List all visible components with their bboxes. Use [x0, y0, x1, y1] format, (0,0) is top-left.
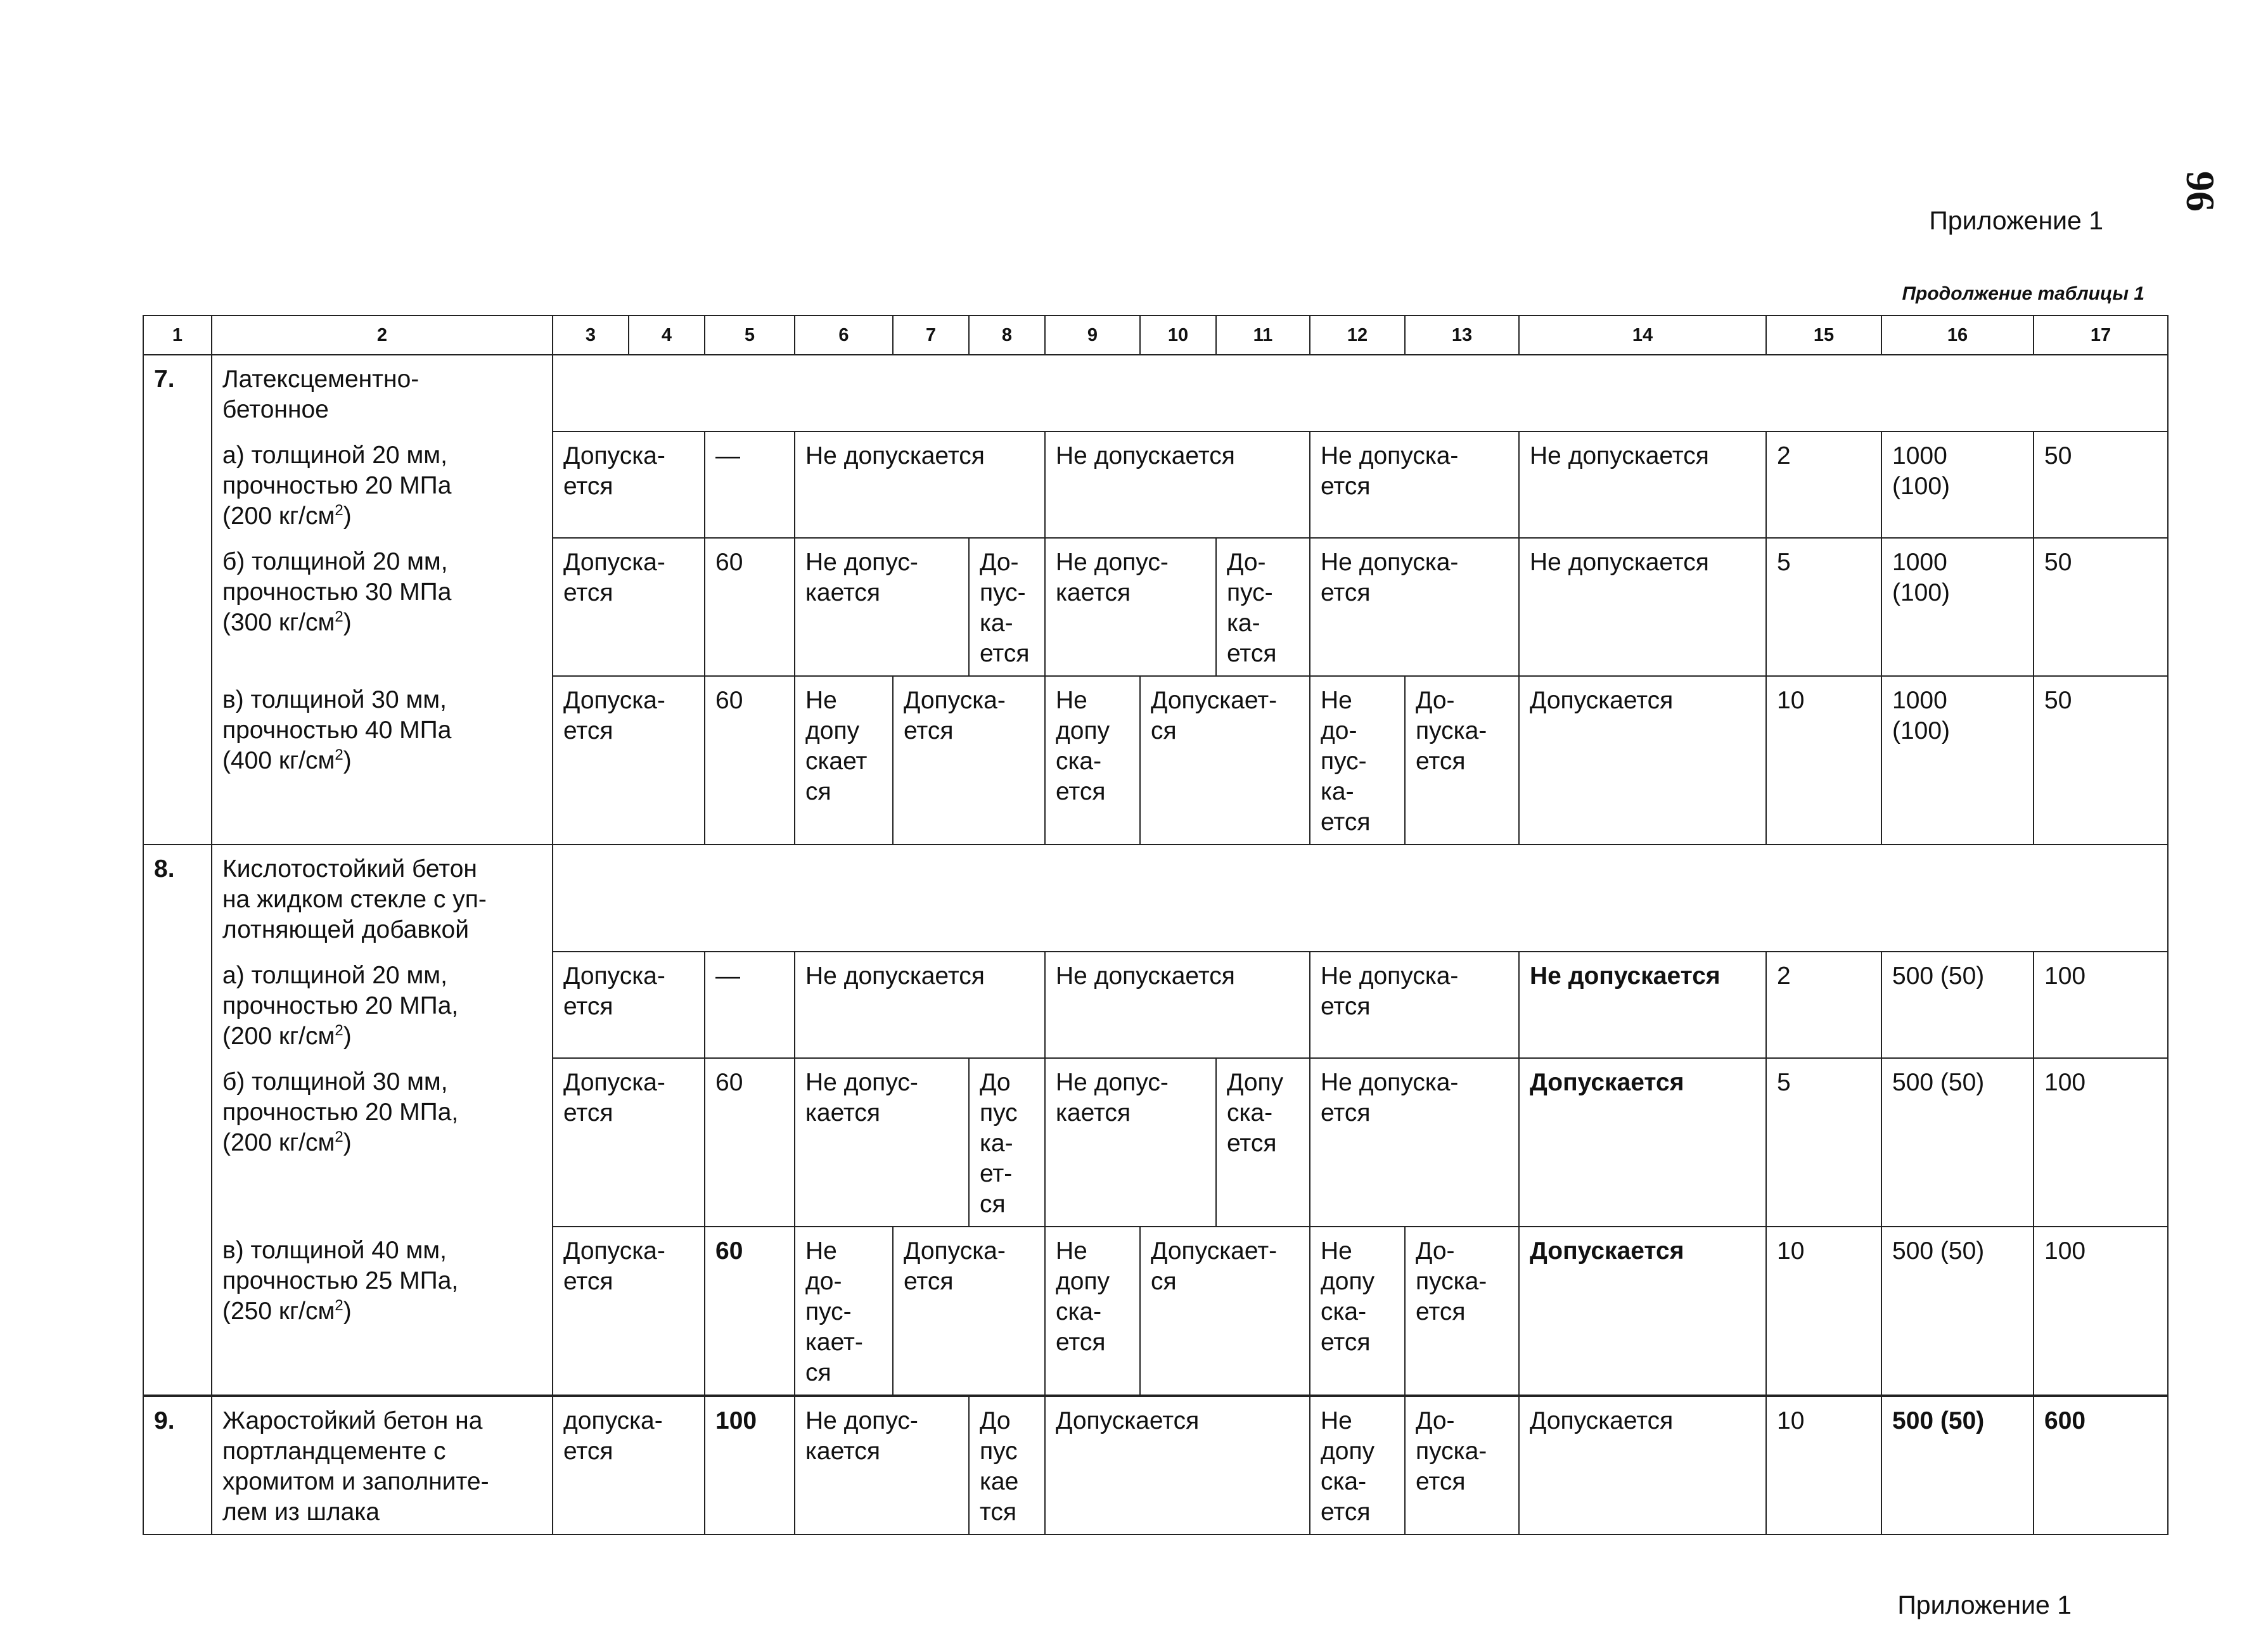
table-row — [143, 1396, 2168, 1535]
compatibility-table — [143, 315, 2169, 1535]
table-row — [143, 676, 2168, 845]
cell-c3-4: допуска- ется — [553, 1396, 705, 1535]
cell-c12: Не допу ска- ется — [1310, 1396, 1405, 1535]
cell-c15: 10 — [1766, 1396, 1881, 1535]
cell-c3-4: Допуска- ется — [553, 1058, 705, 1227]
cell-c17: 50 — [2034, 538, 2168, 676]
table-row — [143, 1058, 2168, 1227]
cell-c3-4: Допуска- ется — [553, 952, 705, 1058]
col-number: 9 — [1045, 316, 1140, 355]
section-header-row — [143, 845, 2168, 952]
cell-c3-4: Допуска- ется — [553, 431, 705, 538]
cell-c12-13: Не допуска- ется — [1310, 538, 1519, 676]
material-variant: а) толщиной 20 мм, прочностью 20 МПа, (200 $кг/см^2$) — [212, 952, 553, 1058]
cell-c7-8: Допуска- ется — [893, 1227, 1045, 1396]
material-variant: в) толщиной 30 мм, прочностью 40 МПа (400 $кг/см^2$) — [212, 676, 553, 845]
section-header-row — [143, 355, 2168, 431]
col-number: 15 — [1766, 316, 1881, 355]
material-variant: в) толщиной 40 мм, прочностью 25 МПа, (250 $кг/см^2$) — [212, 1227, 553, 1396]
col-number: 12 — [1310, 316, 1405, 355]
cell-c8: До- пус- ка- ется — [969, 538, 1045, 676]
cell-c10-11: Допускает- ся — [1140, 1227, 1310, 1396]
cell-c17: 600 — [2034, 1396, 2168, 1535]
col-number: 8 — [969, 316, 1045, 355]
cell-c9-10: Не допус- кается — [1045, 1058, 1216, 1227]
cell-c14: Не допускается — [1519, 538, 1766, 676]
section-title: Кислотостойкий бетон на жидком стекле с уп- лотняющей добавкой — [212, 845, 553, 952]
cell-c5: 60 — [705, 676, 795, 845]
cell-c11: До- пус- ка- ется — [1216, 538, 1310, 676]
cell-c17: 50 — [2034, 676, 2168, 845]
col-number: 10 — [1140, 316, 1216, 355]
cell-c5: 60 — [705, 1227, 795, 1396]
cell-c8: До пус ка- ет- ся — [969, 1058, 1045, 1227]
section-header-blank — [553, 355, 2168, 431]
cell-c17: 100 — [2034, 952, 2168, 1058]
cell-c16: 1000 (100) — [1881, 676, 2034, 845]
appendix-label: Приложение 1 — [1929, 206, 2103, 235]
cell-c16: 500 (50) — [1881, 1058, 2034, 1227]
cell-c6-8: Не допускается — [795, 952, 1045, 1058]
cell-c6-7: Не допус- кается — [795, 1058, 969, 1227]
cell-c14: Не допускается — [1519, 431, 1766, 538]
cell-c5: — — [705, 431, 795, 538]
col-number: 16 — [1881, 316, 2034, 355]
material-variant: б) толщиной 20 мм, прочностью 30 МПа (300 $кг/см^2$) — [212, 538, 553, 676]
cell-c12: Не до- пус- ка- ется — [1310, 676, 1405, 845]
cell-c15: 2 — [1766, 431, 1881, 538]
col-number: 2 — [212, 316, 553, 355]
page-number: 96 — [2178, 171, 2223, 212]
cell-c6-7: Не допус- кается — [795, 538, 969, 676]
cell-c15: 5 — [1766, 538, 1881, 676]
col-number: 5 — [705, 316, 795, 355]
cell-c15: 10 — [1766, 676, 1881, 845]
cell-c6-7: Не допус- кается — [795, 1396, 969, 1535]
cell-c17: 50 — [2034, 431, 2168, 538]
col-number: 3 — [553, 316, 629, 355]
col-number: 6 — [795, 316, 893, 355]
cell-c5: 60 — [705, 1058, 795, 1227]
cell-c14: Допускается — [1519, 1396, 1766, 1535]
cell-c10-11: Допускает- ся — [1140, 676, 1310, 845]
cell-c12: Не допу ска- ется — [1310, 1227, 1405, 1396]
cell-c17: 100 — [2034, 1058, 2168, 1227]
cell-c9: Не допу ска- ется — [1045, 676, 1140, 845]
cell-c9: Не допу ска- ется — [1045, 1227, 1140, 1396]
col-number: 11 — [1216, 316, 1310, 355]
footer-label: Приложение 1 — [1897, 1590, 2072, 1619]
section-title: Жаростойкий бетон на портландцементе с хромитом и заполните- лем из шлака — [212, 1396, 553, 1535]
section-number: 7. — [143, 355, 212, 845]
table-row — [143, 952, 2168, 1058]
cell-c16: 500 (50) — [1881, 952, 2034, 1058]
cell-c6-8: Не допускается — [795, 431, 1045, 538]
cell-c8: До пус кае тся — [969, 1396, 1045, 1535]
col-number: 13 — [1405, 316, 1519, 355]
section-number: 9. — [143, 1396, 212, 1535]
cell-c15: 10 — [1766, 1227, 1881, 1396]
cell-c16: 500 (50) — [1881, 1227, 2034, 1396]
cell-c14: Не допускается — [1519, 952, 1766, 1058]
cell-c12-13: Не допуска- ется — [1310, 952, 1519, 1058]
section-number: 8. — [143, 845, 212, 1396]
section-header-blank — [553, 845, 2168, 952]
col-number: 4 — [629, 316, 705, 355]
col-number: 14 — [1519, 316, 1766, 355]
cell-c12-13: Не допуска- ется — [1310, 1058, 1519, 1227]
cell-c15: 5 — [1766, 1058, 1881, 1227]
cell-c13: До- пуска- ется — [1405, 1396, 1519, 1535]
cell-c12-13: Не допуска- ется — [1310, 431, 1519, 538]
cell-c15: 2 — [1766, 952, 1881, 1058]
cell-c7-8: Допуска- ется — [893, 676, 1045, 845]
col-number: 7 — [893, 316, 969, 355]
cell-c9-11: Не допускается — [1045, 952, 1310, 1058]
cell-c3-4: Допуска- ется — [553, 538, 705, 676]
cell-c16: 1000 (100) — [1881, 431, 2034, 538]
cell-c3-4: Допуска- ется — [553, 1227, 705, 1396]
cell-c9-11: Допускается — [1045, 1396, 1310, 1535]
cell-c16: 500 (50) — [1881, 1396, 2034, 1535]
cell-c9-10: Не допус- кается — [1045, 538, 1216, 676]
cell-c6: Не допу скает ся — [795, 676, 893, 845]
cell-c6: Не до- пус- кает- ся — [795, 1227, 893, 1396]
cell-c5: 100 — [705, 1396, 795, 1535]
table-row — [143, 538, 2168, 676]
cell-c14: Допускается — [1519, 676, 1766, 845]
cell-c3-4: Допуска- ется — [553, 676, 705, 845]
cell-c14: Допускается — [1519, 1058, 1766, 1227]
cell-c9-11: Не допускается — [1045, 431, 1310, 538]
cell-c16: 1000 (100) — [1881, 538, 2034, 676]
col-number: 17 — [2034, 316, 2168, 355]
cell-c5: — — [705, 952, 795, 1058]
material-variant: а) толщиной 20 мм, прочностью 20 МПа (200 $кг/см^2$) — [212, 431, 553, 538]
column-number-row — [143, 316, 2168, 355]
cell-c5: 60 — [705, 538, 795, 676]
cell-c17: 100 — [2034, 1227, 2168, 1396]
table-row — [143, 431, 2168, 538]
cell-c13: До- пуска- ется — [1405, 676, 1519, 845]
col-number: 1 — [143, 316, 212, 355]
section-title: Латексцементно- бетонное — [212, 355, 553, 431]
table-caption: Продолжение таблицы 1 — [1902, 283, 2144, 304]
cell-c11: Допу ска- ется — [1216, 1058, 1310, 1227]
table-row — [143, 1227, 2168, 1396]
cell-c13: До- пуска- ется — [1405, 1227, 1519, 1396]
material-variant: б) толщиной 30 мм, прочностью 20 МПа, (200 $кг/см^2$) — [212, 1058, 553, 1227]
cell-c14: Допускается — [1519, 1227, 1766, 1396]
